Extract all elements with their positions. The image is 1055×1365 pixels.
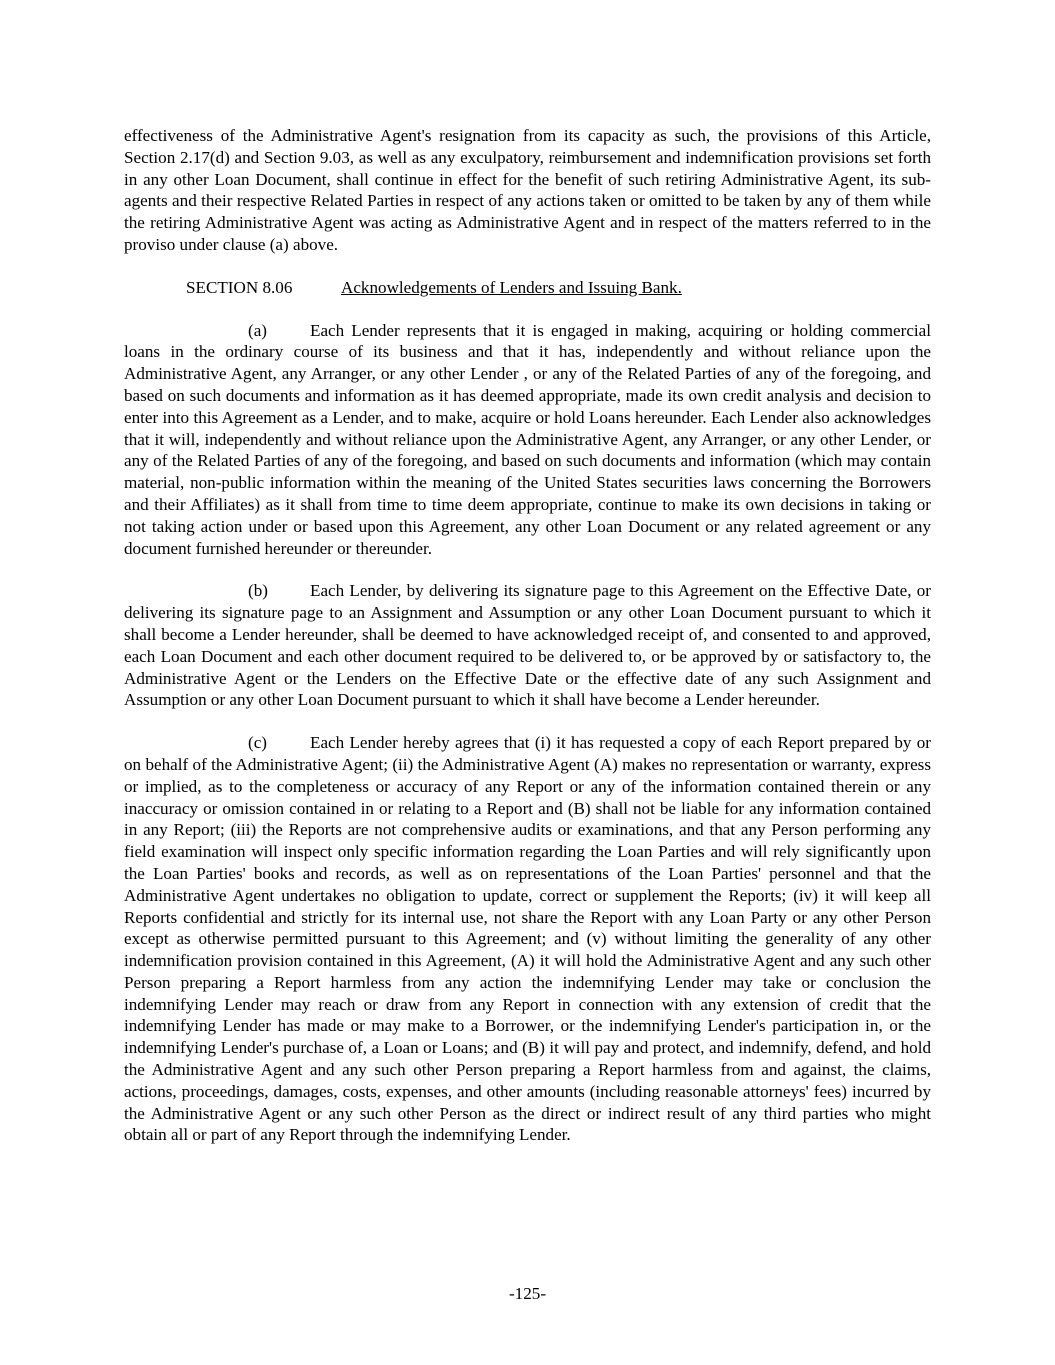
clause-a-text: Each Lender represents that it is engaged in making, acquiring or holding commercial loans in the ordinary course of its business and that it has, independently and without reliance upon the Administrative Agent, any Arranger, or any other Lender , or any of the Related Parties of any of the foregoing, and based on such documents and information as it has deemed appropriate, made its own credit analysis and decision to enter into this Agreement as a Lender, and to make, acquire or hold Loans hereunder. Each Lender also acknowledges that it will, independently and without reliance upon the Administrative Agent, any Arranger, or any other Lender, or any of the Related Parties of any of the foregoing, and based on such documents and information (which may contain material, non-public information within the meaning of the United States securities laws concerning the Borrowers and their Affiliates) as it shall from time to time deem appropriate, continue to make its own decisions in taking or not taking action under or based upon this Agreement, any other Loan Document or any related agreement or any document furnished hereunder or thereunder. — [124, 320, 931, 558]
section-number: SECTION 8.06 — [186, 277, 293, 297]
clause-a-label: (a) — [248, 320, 267, 340]
document-page — [124, 125, 931, 1167]
clause-c-text: Each Lender hereby agrees that (i) it has requested a copy of each Report prepared by or on behalf of the Administrative Agent; (ii) the Administrative Agent (A) makes no representation or warranty, express or implied, as to the completeness or accuracy of any Report or any of the information contained therein or any inaccuracy or omission contained in or relating to a Report and (B) shall not be liable for any information contained in any Report; (iii) the Reports are not comprehensive audits or examinations, and that any Person performing any field examination will inspect only specific information regarding the Loan Parties and will rely significantly upon the Loan Parties' books and records, as well as on representations of the Loan Parties' personnel and that the Administrative Agent undertakes no obligation to update, correct or supplement the Reports; (iv) it will keep all Reports confidential and strictly for its internal use, not share the Report with any Loan Party or any other Person except as otherwise permitted pursuant to this Agreement; and (v) without limiting the generality of any other indemnification provision contained in this Agreement, (A) it will hold the Administrative Agent and any such other Person preparing a Report harmless from any action the indemnifying Lender may take or conclusion the indemnifying Lender may reach or draw from any Report in connection with any extension of credit that the indemnifying Lender has made or may make to a Borrower, or the indemnifying Lender's participation in, or the indemnifying Lender's purchase of, a Loan or Loans; and (B) it will pay and protect, and indemnify, defend, and hold the Administrative Agent and any such other Person preparing a Report harmless from and against, the claims, actions, proceedings, damages, costs, expenses, and other amounts (including reasonable attorneys' fees) incurred by the Administrative Agent or any such other Person as the direct or indirect result of any third parties who might obtain all or part of any Report through the indemnifying Lender. — [124, 733, 931, 1145]
clause-b-label: (b) — [248, 581, 268, 601]
clause-b-text: Each Lender, by delivering its signature page to this Agreement on the Effective Date, or delivering its signature page to an Assignment and Assumption or any other Loan Document pursuant to which it shall become a Lender hereunder, shall be deemed to have acknowledged receipt of, and consented to and approved, each Loan Document and each other document required to be delivered to, or be approved by or satisfactory to, the Administrative Agent or the Lenders on the Effective Date or the effective date of any such Assignment and Assumption or any other Loan Document pursuant to which it shall have become a Lender hereunder. — [124, 581, 931, 710]
clause-c — [124, 732, 931, 1146]
clause-b — [124, 580, 931, 711]
clause-c-label: (c) — [248, 733, 267, 753]
clause-a — [124, 320, 931, 560]
section-heading — [186, 277, 931, 299]
intro-paragraph: effectiveness of the Administrative Agent's resignation from its capacity as such, the provisions of this Article, Section 2.17(d) and Section 9.03, as well as any exculpatory, reimbursement and indemnification provisions set forth in any other Loan Document, shall continue in effect for the benefit of such retiring Administrative Agent, its sub-agents and their respective Related Parties in respect of any actions taken or omitted to be taken by any of them while the retiring Administrative Agent was acting as Administrative Agent and in respect of the matters referred to in the proviso under clause (a) above. — [124, 126, 931, 254]
page-number: -125- — [508, 1284, 547, 1303]
section-title: Acknowledgements of Lenders and Issuing Bank. — [341, 277, 682, 297]
